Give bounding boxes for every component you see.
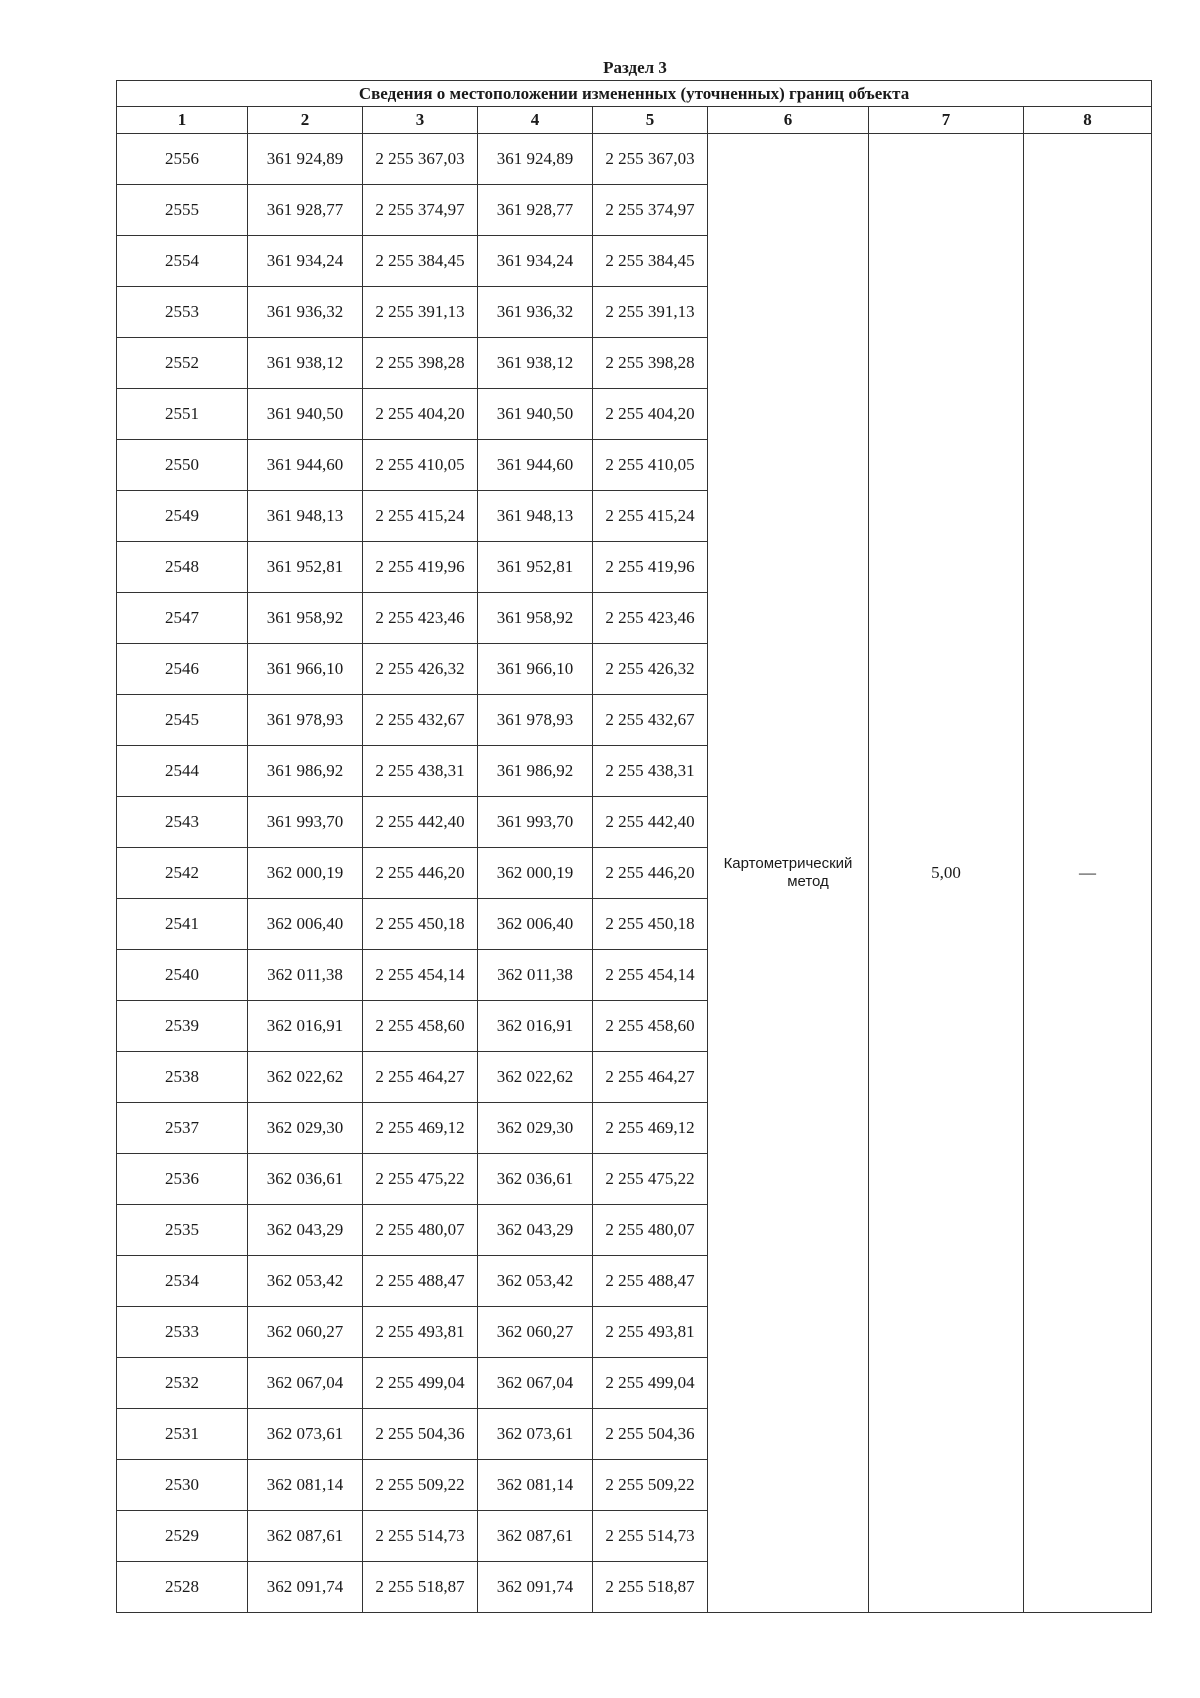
y-old-cell: 2 255 419,96 [363,542,478,593]
y-new-cell: 2 255 367,03 [593,134,708,185]
table-body [117,134,1152,1613]
x-old-cell: 361 934,24 [248,236,363,287]
x-old-cell: 362 036,61 [248,1154,363,1205]
y-new-cell: 2 255 518,87 [593,1562,708,1613]
x-old-cell: 362 043,29 [248,1205,363,1256]
x-new-cell: 362 081,14 [478,1460,593,1511]
x-new-cell: 361 993,70 [478,797,593,848]
column-number: 2 [248,107,363,134]
y-old-cell: 2 255 426,32 [363,644,478,695]
x-new-cell: 362 029,30 [478,1103,593,1154]
x-new-cell: 362 067,04 [478,1358,593,1409]
y-new-cell: 2 255 446,20 [593,848,708,899]
x-old-cell: 362 011,38 [248,950,363,1001]
x-old-cell: 361 978,93 [248,695,363,746]
x-new-cell: 361 966,10 [478,644,593,695]
y-old-cell: 2 255 458,60 [363,1001,478,1052]
y-new-cell: 2 255 438,31 [593,746,708,797]
table-row [117,134,1152,185]
y-old-cell: 2 255 367,03 [363,134,478,185]
y-new-cell: 2 255 458,60 [593,1001,708,1052]
point-number-cell: 2531 [117,1409,248,1460]
x-old-cell: 362 091,74 [248,1562,363,1613]
x-new-cell: 362 073,61 [478,1409,593,1460]
y-old-cell: 2 255 391,13 [363,287,478,338]
x-new-cell: 361 952,81 [478,542,593,593]
x-new-cell: 361 938,12 [478,338,593,389]
x-new-cell: 361 986,92 [478,746,593,797]
y-new-cell: 2 255 404,20 [593,389,708,440]
x-new-cell: 361 936,32 [478,287,593,338]
x-old-cell: 361 936,32 [248,287,363,338]
column-number: 7 [869,107,1024,134]
column-number: 8 [1024,107,1152,134]
x-old-cell: 362 060,27 [248,1307,363,1358]
y-old-cell: 2 255 480,07 [363,1205,478,1256]
point-number-cell: 2545 [117,695,248,746]
point-number-cell: 2544 [117,746,248,797]
y-new-cell: 2 255 454,14 [593,950,708,1001]
method-line: Картометрический [723,855,853,872]
y-old-cell: 2 255 432,67 [363,695,478,746]
column8-cell: — [1024,134,1152,1613]
y-new-cell: 2 255 426,32 [593,644,708,695]
point-number-cell: 2548 [117,542,248,593]
x-new-cell: 361 940,50 [478,389,593,440]
column-number: 5 [593,107,708,134]
x-old-cell: 362 016,91 [248,1001,363,1052]
column-number: 6 [708,107,869,134]
point-number-cell: 2551 [117,389,248,440]
y-new-cell: 2 255 469,12 [593,1103,708,1154]
x-old-cell: 361 993,70 [248,797,363,848]
point-number-cell: 2536 [117,1154,248,1205]
point-number-cell: 2538 [117,1052,248,1103]
x-new-cell: 362 053,42 [478,1256,593,1307]
x-new-cell: 361 944,60 [478,440,593,491]
point-number-cell: 2530 [117,1460,248,1511]
y-old-cell: 2 255 438,31 [363,746,478,797]
point-number-cell: 2534 [117,1256,248,1307]
y-old-cell: 2 255 488,47 [363,1256,478,1307]
y-old-cell: 2 255 454,14 [363,950,478,1001]
y-old-cell: 2 255 442,40 [363,797,478,848]
y-new-cell: 2 255 384,45 [593,236,708,287]
table-caption: Сведения о местоположении измененных (уточненных) границ объекта [117,81,1152,107]
column-number: 1 [117,107,248,134]
y-old-cell: 2 255 423,46 [363,593,478,644]
point-number-cell: 2543 [117,797,248,848]
x-old-cell: 361 938,12 [248,338,363,389]
y-new-cell: 2 255 419,96 [593,542,708,593]
x-old-cell: 362 067,04 [248,1358,363,1409]
point-number-cell: 2542 [117,848,248,899]
y-old-cell: 2 255 518,87 [363,1562,478,1613]
point-number-cell: 2555 [117,185,248,236]
point-number-cell: 2540 [117,950,248,1001]
x-old-cell: 361 986,92 [248,746,363,797]
x-new-cell: 362 036,61 [478,1154,593,1205]
x-old-cell: 361 948,13 [248,491,363,542]
point-number-cell: 2550 [117,440,248,491]
x-new-cell: 362 043,29 [478,1205,593,1256]
y-new-cell: 2 255 450,18 [593,899,708,950]
y-new-cell: 2 255 493,81 [593,1307,708,1358]
x-new-cell: 361 928,77 [478,185,593,236]
y-old-cell: 2 255 514,73 [363,1511,478,1562]
x-old-cell: 361 966,10 [248,644,363,695]
y-old-cell: 2 255 475,22 [363,1154,478,1205]
point-number-cell: 2546 [117,644,248,695]
y-old-cell: 2 255 404,20 [363,389,478,440]
x-old-cell: 361 952,81 [248,542,363,593]
x-old-cell: 362 022,62 [248,1052,363,1103]
x-old-cell: 362 087,61 [248,1511,363,1562]
section-title: Раздел 3 [603,58,667,77]
y-new-cell: 2 255 514,73 [593,1511,708,1562]
y-old-cell: 2 255 410,05 [363,440,478,491]
y-new-cell: 2 255 464,27 [593,1052,708,1103]
x-old-cell: 362 081,14 [248,1460,363,1511]
y-old-cell: 2 255 374,97 [363,185,478,236]
y-new-cell: 2 255 442,40 [593,797,708,848]
y-new-cell: 2 255 504,36 [593,1409,708,1460]
y-new-cell: 2 255 499,04 [593,1358,708,1409]
x-old-cell: 362 053,42 [248,1256,363,1307]
point-number-cell: 2556 [117,134,248,185]
point-number-cell: 2547 [117,593,248,644]
y-new-cell: 2 255 374,97 [593,185,708,236]
column-number: 4 [478,107,593,134]
point-number-cell: 2528 [117,1562,248,1613]
y-old-cell: 2 255 504,36 [363,1409,478,1460]
y-old-cell: 2 255 493,81 [363,1307,478,1358]
y-old-cell: 2 255 450,18 [363,899,478,950]
x-new-cell: 362 087,61 [478,1511,593,1562]
y-new-cell: 2 255 509,22 [593,1460,708,1511]
x-new-cell: 362 022,62 [478,1052,593,1103]
y-old-cell: 2 255 398,28 [363,338,478,389]
point-number-cell: 2537 [117,1103,248,1154]
x-old-cell: 362 073,61 [248,1409,363,1460]
y-old-cell: 2 255 415,24 [363,491,478,542]
point-number-cell: 2554 [117,236,248,287]
y-new-cell: 2 255 480,07 [593,1205,708,1256]
x-new-cell: 361 934,24 [478,236,593,287]
x-new-cell: 362 091,74 [478,1562,593,1613]
y-new-cell: 2 255 475,22 [593,1154,708,1205]
y-new-cell: 2 255 415,24 [593,491,708,542]
point-number-cell: 2541 [117,899,248,950]
x-old-cell: 361 944,60 [248,440,363,491]
column-number: 3 [363,107,478,134]
y-old-cell: 2 255 446,20 [363,848,478,899]
x-new-cell: 362 011,38 [478,950,593,1001]
x-old-cell: 362 006,40 [248,899,363,950]
method-cell [708,134,869,1613]
y-old-cell: 2 255 509,22 [363,1460,478,1511]
point-number-cell: 2533 [117,1307,248,1358]
x-new-cell: 361 948,13 [478,491,593,542]
accuracy-cell: 5,00 [869,134,1024,1613]
y-new-cell: 2 255 410,05 [593,440,708,491]
x-new-cell: 362 006,40 [478,899,593,950]
y-new-cell: 2 255 423,46 [593,593,708,644]
boundary-coordinates-table [116,80,1152,1613]
point-number-cell: 2553 [117,287,248,338]
x-new-cell: 362 060,27 [478,1307,593,1358]
x-new-cell: 361 958,92 [478,593,593,644]
x-old-cell: 361 928,77 [248,185,363,236]
point-number-cell: 2549 [117,491,248,542]
y-new-cell: 2 255 488,47 [593,1256,708,1307]
x-new-cell: 362 000,19 [478,848,593,899]
column-number-row [117,107,1152,134]
x-old-cell: 362 029,30 [248,1103,363,1154]
y-old-cell: 2 255 499,04 [363,1358,478,1409]
point-number-cell: 2532 [117,1358,248,1409]
point-number-cell: 2552 [117,338,248,389]
y-old-cell: 2 255 464,27 [363,1052,478,1103]
x-old-cell: 361 940,50 [248,389,363,440]
y-old-cell: 2 255 384,45 [363,236,478,287]
point-number-cell: 2539 [117,1001,248,1052]
method-line: метод [787,873,829,890]
x-new-cell: 362 016,91 [478,1001,593,1052]
y-new-cell: 2 255 432,67 [593,695,708,746]
y-old-cell: 2 255 469,12 [363,1103,478,1154]
y-new-cell: 2 255 391,13 [593,287,708,338]
point-number-cell: 2535 [117,1205,248,1256]
x-old-cell: 361 958,92 [248,593,363,644]
x-old-cell: 361 924,89 [248,134,363,185]
y-new-cell: 2 255 398,28 [593,338,708,389]
x-new-cell: 361 978,93 [478,695,593,746]
point-number-cell: 2529 [117,1511,248,1562]
x-new-cell: 361 924,89 [478,134,593,185]
x-old-cell: 362 000,19 [248,848,363,899]
